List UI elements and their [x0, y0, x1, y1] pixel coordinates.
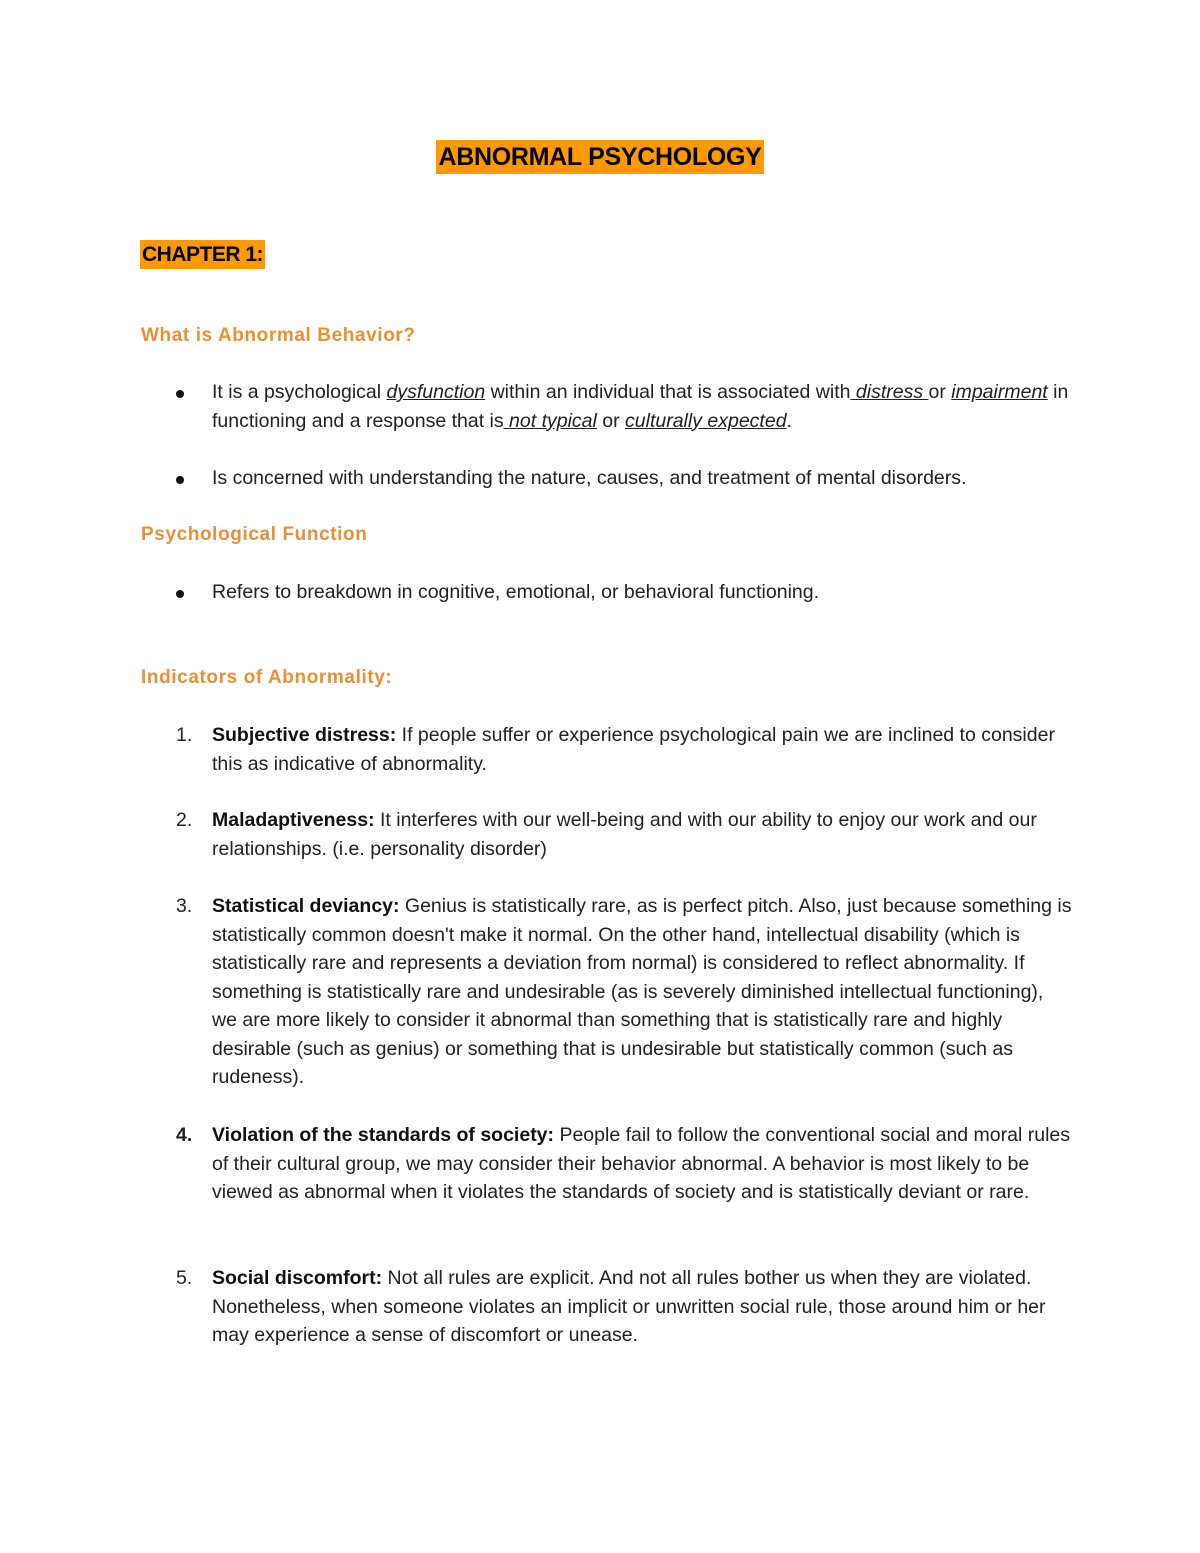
section-heading-psychological-function: Psychological Function [141, 524, 368, 545]
underlined-term: not typical [503, 409, 597, 432]
list-number: 2. [176, 809, 193, 831]
text-run: or [596, 409, 626, 432]
list-number: 5. [176, 1267, 193, 1289]
bullet-text-definition [212, 378, 1072, 435]
list-item-text: It interferes with our well-being and with our ability to enjoy our work and our relationships. (i.e. personality disorder) [212, 809, 1037, 860]
list-item-term: Maladaptiveness: [212, 809, 375, 831]
text-run: in functioning and a response that is [212, 381, 1069, 432]
text-run: . [786, 409, 792, 432]
list-number: 1. [176, 724, 193, 746]
bullet-icon [176, 590, 184, 598]
underlined-term: culturally expected [625, 409, 787, 432]
underlined-term: dysfunction [386, 381, 486, 403]
list-number: 3. [176, 895, 193, 917]
chapter-heading: CHAPTER 1: [140, 240, 265, 269]
text-run: It is a psychological [212, 381, 387, 403]
list-item-text: Not all rules are explicit. And not all rules bother us when they are violated. Nonetheless, when someone violates an implicit or unwritten social rule, those around him or her may experience a sense of discomfort or unease. [212, 1267, 1046, 1346]
list-item-text: Genius is statistically rare, as is perfect pitch. Also, just because something is statistically common doesn't make it normal. On the other hand, intellectual disability (which is statistically rare and represents a deviation from normal) is considered to reflect abnormality. If something is statistically rare and undesirable (as is severely diminished intellectual functioning), we are more likely to consider it abnormal than something that is statistically rare and highly desirable (such as genius) or something that is undesirable but statistically common (such as rudeness). [212, 895, 1072, 1088]
list-item-term: Subjective distress: [212, 724, 397, 746]
bullet-text-breakdown: Refers to breakdown in cognitive, emotional, or behavioral functioning. [212, 581, 820, 603]
list-item-text: People fail to follow the conventional social and moral rules of their cultural group, we may consider their behavior abnormal. A behavior is most likely to be viewed as abnormal when it violates the standards of society and is statistically deviant or rare. [212, 1124, 1070, 1203]
bullet-icon [176, 476, 184, 484]
text-run: or [928, 381, 952, 403]
section-heading-indicators: Indicators of Abnormality: [141, 667, 393, 688]
underlined-term: distress [850, 381, 929, 403]
list-item-term: Social discomfort: [212, 1267, 383, 1289]
list-item-statistical-deviancy [212, 892, 1072, 1092]
list-item-maladaptiveness [212, 806, 1072, 863]
underlined-term: impairment [951, 381, 1048, 403]
section-heading-abnormal-behavior: What is Abnormal Behavior? [141, 325, 416, 346]
bullet-text-concern: Is concerned with understanding the nature, causes, and treatment of mental disorders. [212, 467, 967, 489]
list-item-text: If people suffer or experience psychological pain we are inclined to consider this as indicative of abnormality. [212, 724, 1055, 775]
title-container [0, 140, 1200, 174]
bullet-icon [176, 390, 184, 398]
list-item-social-discomfort [212, 1264, 1072, 1350]
list-item-term: Violation of the standards of society: [212, 1124, 555, 1146]
list-item-subjective-distress [212, 721, 1072, 778]
list-number: 4. [176, 1124, 193, 1146]
text-run: within an individual that is associated with [485, 381, 851, 403]
list-item-violation-of-standards [212, 1121, 1072, 1207]
list-item-term: Statistical deviancy: [212, 895, 400, 917]
document-title: ABNORMAL PSYCHOLOGY [436, 140, 763, 174]
